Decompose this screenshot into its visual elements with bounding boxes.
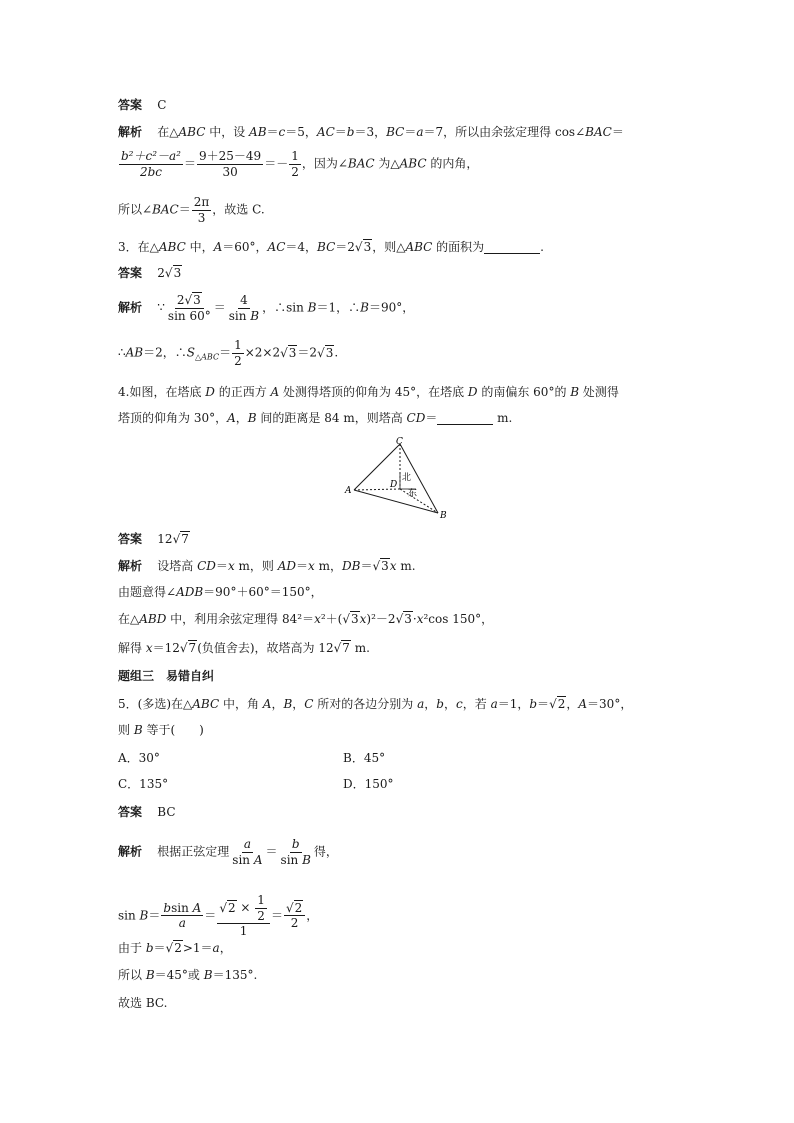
q3-stem [118,241,544,254]
text: 设塔高 [157,559,198,573]
text: ， [292,697,305,711]
text: ＝1， [497,697,530,711]
numerator: b [291,837,300,851]
text: 5．(多选)在△ [118,697,193,711]
text: B [247,411,257,425]
text: B [203,968,213,982]
text: 的正西方 [214,385,271,399]
text: 在△ [118,612,140,626]
sqrt: √3 [372,559,389,573]
text: sin [118,908,140,923]
text: ＝2，∴ [143,345,187,360]
text: 根据正弦定理 [157,844,230,859]
text: ， [424,697,437,711]
text: ， [219,941,232,955]
text: ， [271,697,284,711]
q5-stem-line-1 [118,698,632,710]
text: ＝ [537,697,550,711]
q4-stem-line-2 [118,412,512,425]
text: AB [249,125,267,139]
fraction [289,150,301,178]
text: ，因为∠ [301,156,348,171]
text: ＝ [153,941,166,955]
text: m. [396,559,416,573]
q3-analysis-line-2 [118,339,338,367]
text: ∵ [157,300,165,315]
text: 所以∠ [118,202,153,217]
denominator: 3 [197,210,206,225]
fraction [230,838,264,866]
text: ABC [399,156,427,171]
denominator: 30 [222,164,238,179]
text: x [145,641,153,655]
text: 在△ [157,125,179,139]
denominator: 2 [291,164,299,179]
text: 所以 [118,968,146,982]
q5-answer-line [118,806,176,818]
q5-option-b[interactable]: B．45° [343,751,386,765]
numerator: 1 [234,338,242,352]
text: . [334,345,339,360]
q5-analysis-line-1 [118,838,338,866]
denominator: 2bc [139,164,163,179]
edge-AB [354,490,438,513]
text: ＝90°＋60°＝150°， [203,585,323,599]
text: >1＝ [182,941,213,955]
text: 由题意得∠ [118,585,177,599]
text: 4.如图，在塔底 [118,385,206,399]
label-C: C [396,437,403,447]
text: ²cos 150°， [423,612,494,626]
tower-figure [340,436,460,522]
text: 解得 [118,641,146,655]
text: ， [443,697,456,711]
edge-DB [400,489,438,513]
text: . [540,240,544,254]
text: DB [342,559,361,573]
text: x [359,612,367,626]
text: 中，设 [205,125,250,139]
text: B [133,723,143,737]
compound-fraction [217,894,270,938]
q2-analysis-line-1 [118,126,624,138]
text: B [570,385,580,399]
q5-option-c[interactable]: C．135° [118,777,169,791]
text: 2 [157,266,165,280]
text: a [212,941,220,955]
text: BC [317,240,336,254]
text: A [578,697,588,711]
group-heading: 题组三 易错自纠 [118,669,215,683]
text: ＝1，∴ [316,300,361,315]
text: ＝45°或 [154,968,204,982]
text: ＝2 [297,345,318,360]
sqrt: √7 [172,532,189,546]
text: ABC [158,240,186,254]
text: x [314,612,321,626]
text: 的内角， [426,156,479,171]
text: b [436,697,444,711]
text: B [283,697,293,711]
numerator: √2 [284,902,305,917]
sqrt: √3 [395,612,412,626]
numerator: 4 [240,293,248,307]
text: ＝ [270,908,283,923]
text: · [412,612,417,626]
q5-analysis-line-5: 故选 BC. [118,996,168,1010]
label-A: A [345,486,352,496]
answer-label: 答案 [118,266,143,280]
text: CD [406,411,426,425]
text: AD [277,559,297,573]
text: 处测得塔顶的仰角为 45°，在塔底 [279,385,468,399]
text: 中，角 [219,697,263,711]
text: B [307,300,317,315]
q5-answer-value: BC [157,805,176,819]
answer-label: 答案 [118,98,143,112]
text: x [416,612,424,626]
text: ＝ [360,559,373,573]
answer-label: 答案 [118,805,143,819]
text: 得， [313,844,338,859]
q5-stem-line-2 [118,724,204,736]
text: A [213,240,223,254]
text: 为△ [374,156,400,171]
analysis-label: 解析 [118,125,143,139]
text: b [346,125,355,139]
text: ，若 [462,697,491,711]
text: ＝ [611,125,624,139]
denominator: sin B [228,308,260,323]
text: ²＋( [320,612,343,626]
q2-analysis-line-2 [118,150,478,178]
text: b [529,697,538,711]
text: a [417,697,425,711]
text: ＝7，所以由余弦定理得 cos∠ [423,125,586,139]
text: m，则 [234,559,278,573]
text: ＝ [148,908,161,923]
text: ， [306,908,319,923]
q4-analysis-line-4 [118,642,370,654]
fraction [284,902,305,930]
denominator: 2 [290,916,299,931]
q5-option-d[interactable]: D．150° [343,777,394,791]
text: ＝ [215,559,228,573]
fraction [119,150,183,178]
text: 塔顶的仰角为 30°， [118,411,228,425]
q2-analysis-line-3 [118,196,265,224]
text: ×2×2 [244,345,281,360]
numerator: a [243,837,251,851]
analysis-label: 解析 [118,559,143,573]
q3-analysis-line-1 [118,294,414,322]
sqrt: √3 [164,266,182,280]
fraction [279,838,313,866]
text: ，∴sin [262,300,308,315]
text: D [205,385,215,399]
text: )²－2 [366,612,396,626]
text: x [389,559,397,573]
label-B: B [440,511,447,521]
q5-analysis-line-4 [118,969,257,981]
text: D [467,385,478,399]
text: C [304,697,314,711]
text: 中，利用余弦定理得 84²＝ [166,612,315,626]
answer-blank [437,412,493,425]
text: c [278,125,286,139]
text: ＝ [184,156,197,171]
text: A [262,697,272,711]
sqrt: √7 [179,641,197,655]
text: BAC [152,202,179,217]
text: a [416,125,424,139]
text: BAC [347,156,375,171]
text: (负值舍去)，故塔高为 12 [197,641,334,655]
text: 12 [157,532,173,546]
text: m. [350,641,370,655]
text: A [270,385,280,399]
text: ABC [178,125,206,139]
text: ＝ [404,125,417,139]
text: ∴ [118,345,126,360]
text: BC [386,125,405,139]
q4-stem-line-1 [118,386,619,398]
text: ＝ [266,125,279,139]
q4-analysis-line-2 [118,586,323,598]
denominator: 2 [234,353,242,368]
text: m， [314,559,343,573]
text: CD [197,559,216,573]
numerator: 9＋25－49 [199,149,262,163]
q4-analysis-line-3 [118,613,493,625]
text: ＝ [213,300,226,315]
analysis-label: 解析 [118,844,143,859]
text: ＝60°， [222,240,268,254]
text: x [227,559,235,573]
text: 等于( ) [142,723,204,737]
q3-answer-line [118,267,182,279]
sqrt: √3 [317,345,334,360]
q4-analysis-line-1 [118,560,416,572]
label-east: 东 [408,489,418,499]
denominator: sin B [280,852,311,867]
sqrt: √7 [333,641,350,655]
text: 处测得 [579,385,619,399]
text: ABC [192,697,220,711]
q2-answer-line [118,99,166,111]
text: 所对的各边分别为 [313,697,418,711]
text: ABC [405,240,433,254]
text: ＝30°， [587,697,633,711]
text: BAC [585,125,612,139]
text: B [145,968,155,982]
sqrt: √2 [165,941,182,955]
text: ＝ [204,908,217,923]
text: ADB [176,585,204,599]
text: ＝ [296,559,309,573]
text: AB [125,345,144,360]
text: ＝ [219,345,232,360]
text: ＝90°， [368,300,415,315]
text: ＝12 [152,641,180,655]
text: b [145,941,154,955]
text: S [186,345,195,360]
sqrt: √3 [354,240,372,254]
text: m. [493,411,513,425]
text: ＝3， [354,125,387,139]
numerator: b²＋c²－a² [121,149,181,163]
subscript: △ABC [195,352,220,362]
denominator: sin 60° [167,308,211,323]
text: ＝－ [264,156,289,171]
text: 间的距离是 84 m，则塔高 [256,411,407,425]
text: A [227,411,236,425]
denominator: sin A [232,852,263,867]
answer-blank [484,241,540,254]
sqrt: √3 [342,612,359,626]
text: x [308,559,315,573]
text: ＝ [334,125,347,139]
text: c [456,697,463,711]
numerator: √2 × $\frac{1}{2}$ [217,894,270,924]
text: 的南偏东 60°的 [477,385,571,399]
q5-analysis-line-2 [118,894,318,938]
text: ABD [139,612,167,626]
fraction [161,902,203,930]
text: AC [267,240,286,254]
sqrt: √2 [549,697,566,711]
fraction: $\frac{1}{2}$ [257,893,265,923]
numerator: 2π [193,195,210,209]
text: a [490,697,498,711]
text: ＝5， [285,125,317,139]
text: 3．在△ [118,240,159,254]
text: ＝ [265,844,278,859]
text: 的面积为 [432,240,485,254]
numerator: 2√3 [175,294,204,309]
answer-label: 答案 [118,532,143,546]
text: ＝ [178,202,191,217]
text: ， [235,411,248,425]
fraction [197,150,263,178]
text: 则 [118,723,134,737]
text: AC [316,125,335,139]
numerator: 1 [291,149,299,163]
label-D: D [390,480,398,490]
text: 中， [185,240,214,254]
label-north: 北 [402,473,412,483]
fraction [166,294,213,322]
fraction [232,339,244,367]
text: ＝135°. [212,968,258,982]
text: 由于 [118,941,146,955]
q2-answer-value: C [157,98,167,112]
denominator: a [178,916,186,931]
q5-analysis-line-3 [118,942,232,954]
q4-answer-line [118,533,190,545]
text: ＝2 [335,240,355,254]
sqrt: √3 [280,345,297,360]
text: ＝4， [285,240,318,254]
text: ，故选 C. [212,202,265,217]
fraction [192,196,212,224]
numerator: bsin A [163,900,202,915]
text: ，则△ [372,240,406,254]
text: B [360,300,369,315]
text: B [139,908,149,923]
denominator: 1 [239,924,248,939]
fraction [227,294,261,322]
q5-option-a[interactable]: A．30° [118,751,160,765]
analysis-label: 解析 [118,300,143,315]
text: ＝ [425,411,438,425]
text: ， [566,697,579,711]
